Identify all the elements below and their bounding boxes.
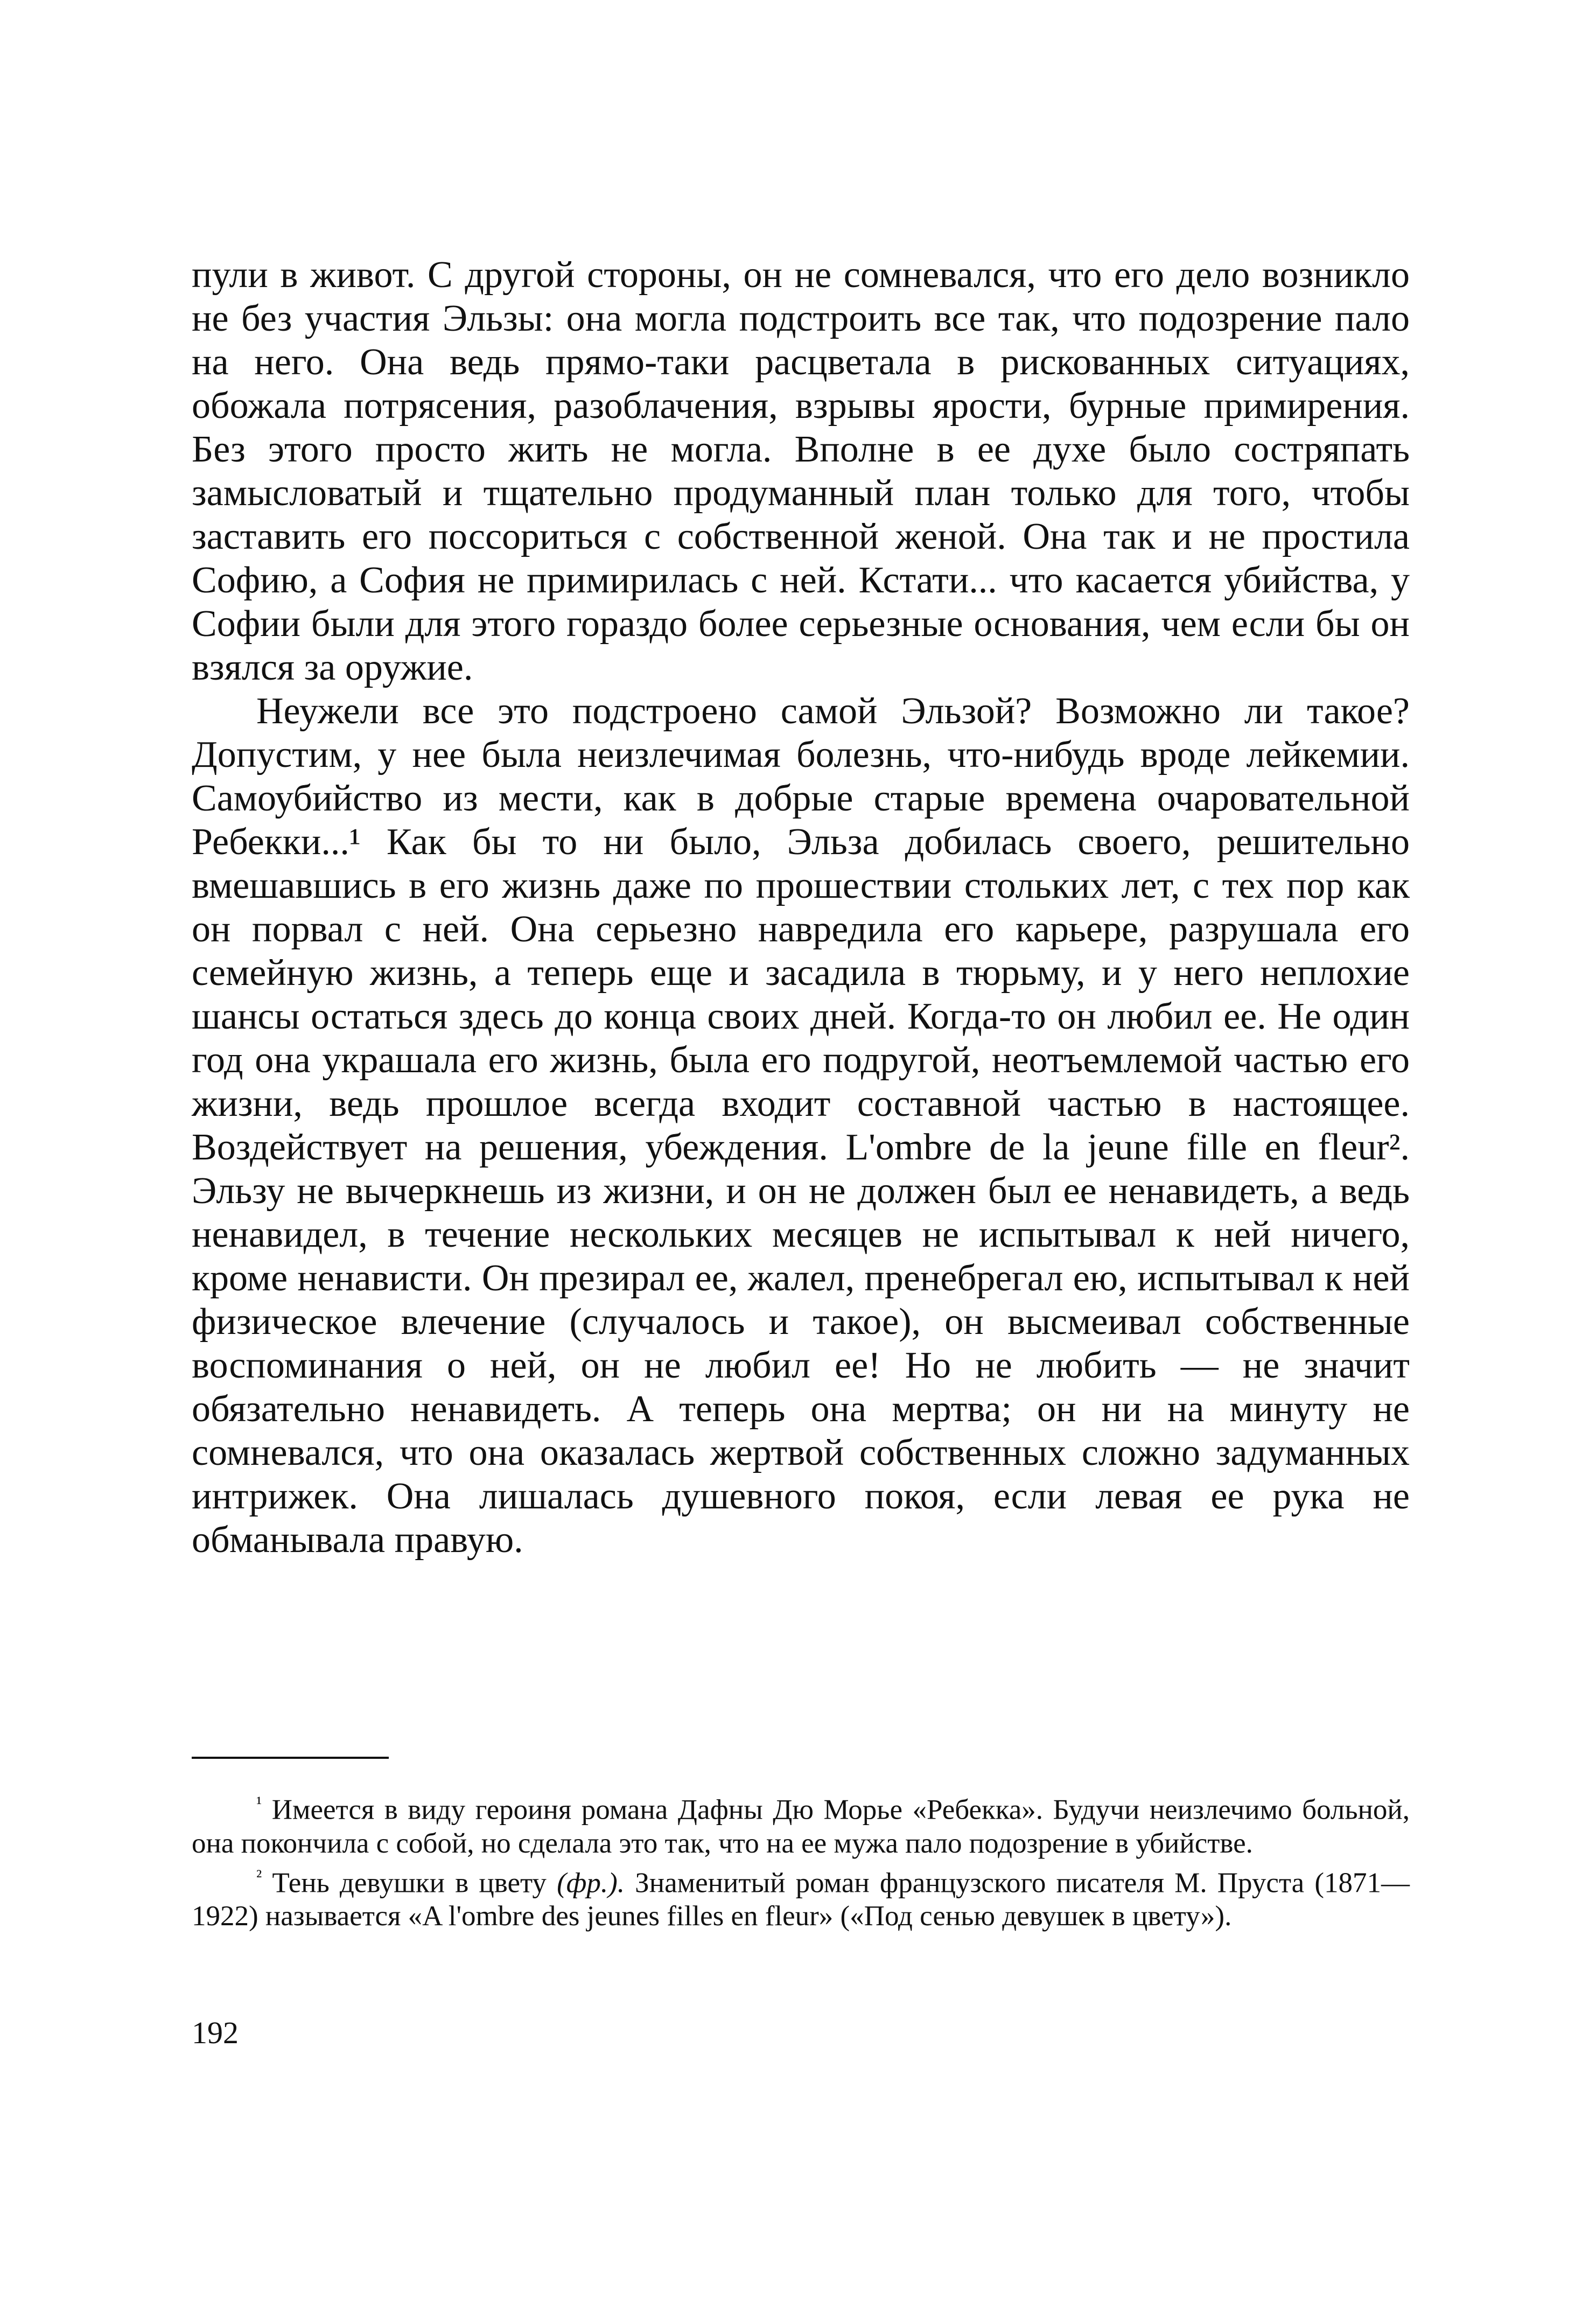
main-text (192, 253, 1410, 1562)
footnote-divider (192, 1757, 389, 1759)
footnote-mark-2: ² (256, 1866, 262, 1886)
footnote-text-2: Знаменитый роман французского писателя М. Пруста (1871—1922) называется «A l'ombre des jeunes filles en fleur» («Под сенью девушек в цвету»). (192, 1867, 1410, 1932)
paragraph-1: пули в живот. С другой стороны, он не сомневался, что его дело возникло не без участия Эльзы: она могла подстроить все так, что подозрение пало на него. Она ведь прямо-таки расцветала в рискованных ситуациях, обожала потрясения, разоблачения, взрывы ярости, бурные примирения. Без этого просто жить не могла. Вполне в ее духе было состряпать замысловатый и тщательно продуманный план только для того, чтобы заставить его поссориться с собственной женой. Она так и не простила Софию, а София не примирилась с ней. Кстати... что касается убийства, у Софии были для этого гораздо более серьезные основания, чем если бы он взялся за оружие. (192, 254, 1410, 688)
footnote-lead-2: Тень девушки в цвету (272, 1867, 557, 1899)
footnote-text-1: Имеется в виду героиня романа Дафны Дю Морье «Ребекка». Будучи неизлечимо больной, она покончила с собой, но сделала это так, что на ее мужа пало подозрение в убийстве. (192, 1794, 1410, 1859)
footnote-2 (192, 1860, 1410, 1933)
footnote-lang-2: (фр.). (557, 1867, 625, 1899)
footnote-1 (192, 1787, 1410, 1860)
footnote-mark-1: ¹ (256, 1793, 262, 1813)
footnotes (192, 1787, 1410, 1933)
paragraph-2: Неужели все это подстроено самой Эльзой? Возможно ли такое? Допустим, у нее была неизлечимая болезнь, что-нибудь вроде лейкемии. Самоубийство из мести, как в добрые старые времена очаровательной Ребекки...¹ Как бы то ни было, Эльза добилась своего, решительно вмешавшись в его жизнь даже по прошествии стольких лет, с тех пор как он порвал с ней. Она серьезно навредила его карьере, разрушала его семейную жизнь, а теперь еще и засадила в тюрьму, и у него неплохие шансы остаться здесь до конца своих дней. Когда-то он любил ее. Не один год она украшала его жизнь, была его подругой, неотъемлемой частью его жизни, ведь прошлое всегда входит составной частью в настоящее. Воздействует на решения, убеждения. L'ombre de la jeune fille en fleur². Эльзу не вычеркнешь из жизни, и он не должен был ее ненавидеть, а ведь ненавидел, в течение нескольких месяцев не испытывал к ней ничего, кроме ненависти. Он презирал ее, жалел, пренебрегал ею, испытывал к ней физическое влечение (случалось и такое), он высмеивал собственные воспоминания о ней, он не любил ее! Но не любить — не значит обязательно ненавидеть. А теперь она мертва; он ни на минуту не сомневался, что она оказалась жертвой собственных сложно задуманных интрижек. Она лишалась душевного покоя, если левая ее рука не обманывала правую. (192, 690, 1410, 1561)
page-number: 192 (192, 2015, 239, 2050)
